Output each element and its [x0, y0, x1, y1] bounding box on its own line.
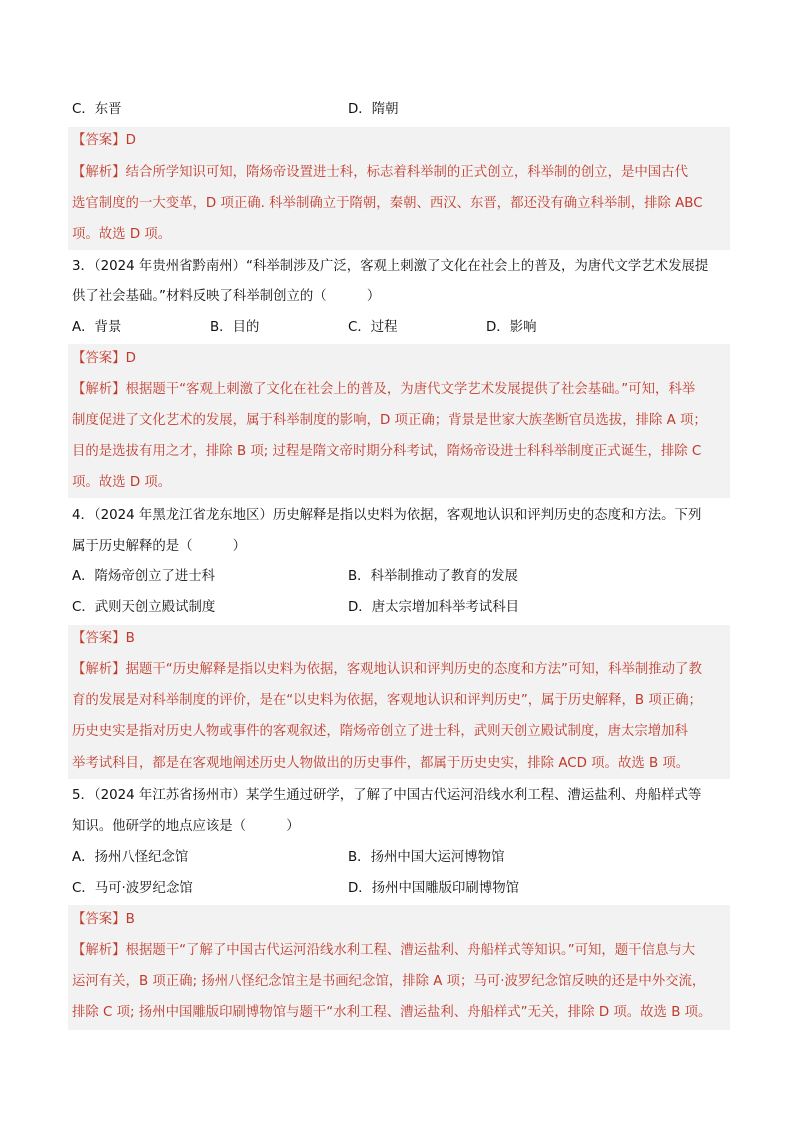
explanation-line: 目的是选拔有用之才，排除 B 项; 过程是隋文帝时期分科考试，隋炀帝设进士科科举制度正式诞生，排除 C — [72, 444, 702, 459]
explanation-line — [72, 660, 728, 680]
question-5-stem: 5．（2024 年江苏省扬州市）某学生通过研学，了解了中国古代运河沿线水利工程、漕运盐利、舟船样式等 — [72, 788, 702, 803]
explanation-text: 根据题干“客观上刺激了文化在社会上的普及，为唐代文学艺术发展提供了社会基础。”可知，科举 — [125, 382, 696, 397]
explanation-line — [72, 380, 728, 400]
option-b: B．科举制推动了教育的发展 — [348, 569, 518, 584]
explanation-text: 结合所学知识可知，隋炀帝设置进士科，标志着科举制的正式创立，科举制的创立，是中国古代 — [125, 165, 688, 180]
option-c: C．马可·波罗纪念馆 — [72, 881, 193, 896]
answer-tag: 【答案】 — [72, 631, 126, 646]
option-c: C．东晋 — [72, 102, 122, 117]
explanation-line — [72, 941, 728, 961]
question-4-stem: 属于历史解释的是（ ） — [72, 539, 247, 554]
option-a: A．背景 — [72, 320, 122, 335]
answer-tag: 【答案】 — [72, 912, 126, 927]
explanation-text: 根据题干“了解了中国古代运河沿线水利工程、漕运盐利、舟船样式等知识。”可知，题干信息与大 — [125, 943, 696, 958]
answer-line — [72, 349, 728, 369]
question-4-stem: 4．（2024 年黑龙江省龙东地区）历史解释是指以史料为依据，客观地认识和评判历史的态度和方法。下列 — [72, 508, 702, 523]
answer-value: D — [125, 133, 136, 148]
answer-tag: 【答案】 — [72, 351, 126, 366]
explanation-line: 运河有关，B 项正确; 扬州八怪纪念馆主是书画纪念馆，排除 A 项；马可·波罗纪念馆反映的还是中外交流， — [72, 974, 706, 989]
answer-value: B — [125, 631, 135, 646]
answer-value: B — [125, 912, 135, 927]
explanation-line: 制度促进了文化艺术的发展，属于科举制度的影响，D 项正确；背景是世家大族垄断官员选拔，排除 A 项； — [72, 413, 707, 428]
answer-line — [72, 131, 728, 151]
explanation-line — [72, 163, 728, 183]
question-5-stem: 知识。他研学的地点应该是（ ） — [72, 819, 300, 834]
option-c: C．过程 — [348, 320, 398, 335]
answer-line — [72, 629, 728, 649]
option-c: C．武则天创立殿试制度 — [72, 600, 216, 615]
option-a: A．扬州八怪纪念馆 — [72, 850, 189, 865]
question-3-stem: 供了社会基础。”材料反映了科举制创立的（ ） — [72, 289, 381, 304]
explanation-tag: 【解析】 — [72, 165, 126, 180]
answer-tag: 【答案】 — [72, 133, 126, 148]
answer-line — [72, 910, 728, 930]
option-b: B．扬州中国大运河博物馆 — [348, 850, 505, 865]
explanation-line: 项。故选 D 项。 — [72, 475, 172, 490]
explanation-line: 育的发展是对科举制度的评价，是在“以史料为依据，客观地认识和评判历史”，属于历史解释，B 项正确； — [72, 693, 702, 708]
option-b: B．目的 — [210, 320, 260, 335]
explanation-tag: 【解析】 — [72, 662, 126, 677]
explanation-line: 历史史实是指对历史人物或事件的客观叙述，隋炀帝创立了进士科，武则天创立殿试制度，唐太宗增加科 — [72, 724, 688, 739]
explanation-tag: 【解析】 — [72, 943, 126, 958]
explanation-text: 据题干“历史解释是指以史料为依据，客观地认识和评判历史的态度和方法”可知，科举制推动了教 — [125, 662, 702, 677]
explanation-line: 项。故选 D 项。 — [72, 227, 172, 242]
answer-value: D — [125, 351, 136, 366]
question-3-stem: 3．（2024 年贵州省黔南州）“科举制涉及广泛，客观上刺激了文化在社会上的普及，为唐代文学艺术发展提 — [72, 259, 709, 274]
explanation-line: 选官制度的一大变革，D 项正确. 科举制确立于隋朝，秦朝、西汉、东晋，都还没有确立科举制，排除 ABC — [72, 196, 703, 211]
explanation-tag: 【解析】 — [72, 382, 126, 397]
option-a: A．隋炀帝创立了进士科 — [72, 569, 216, 584]
explanation-line: 排除 C 项; 扬州中国雕版印刷博物馆与题干“水利工程、漕运盐利、舟船样式”无关，排除 D 项。故选 B 项。 — [72, 1005, 712, 1020]
option-d: D．唐太宗增加科举考试科目 — [348, 600, 519, 615]
option-d: D．隋朝 — [348, 102, 399, 117]
option-d: D．扬州中国雕版印刷博物馆 — [348, 881, 519, 896]
option-d: D．影响 — [486, 320, 537, 335]
explanation-line: 举考试科目，都是在客观地阐述历史人物做出的历史事件，都属于历史史实，排除 ACD 项。故选 B 项。 — [72, 756, 690, 771]
